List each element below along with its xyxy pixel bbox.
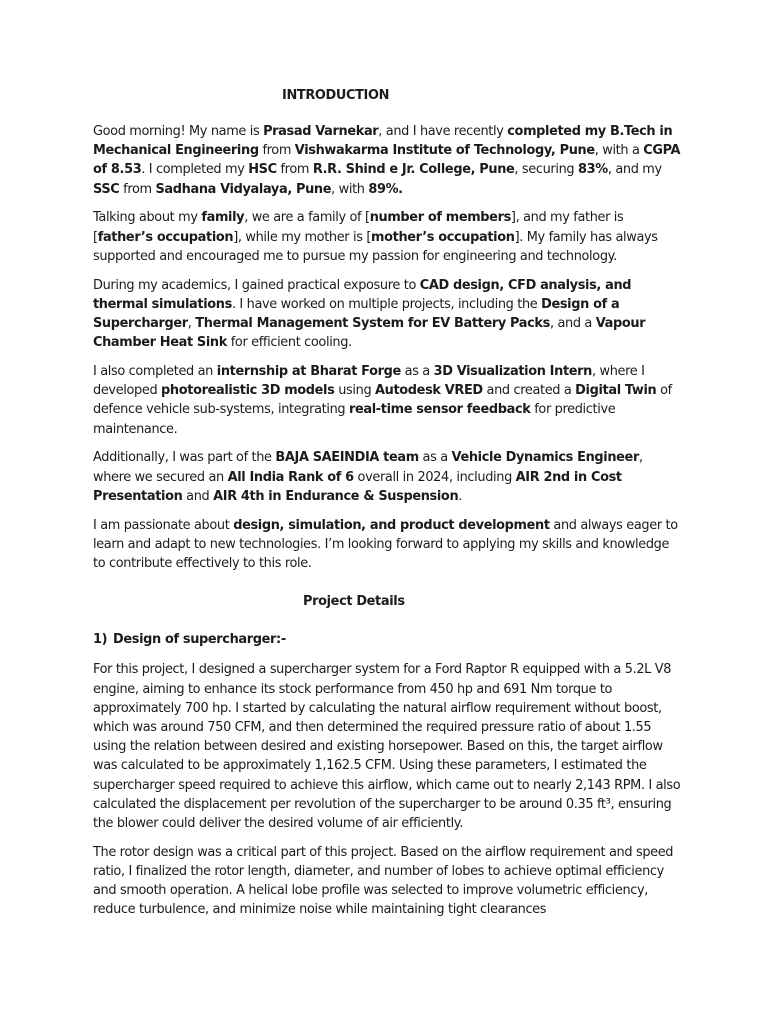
text-run: ]. My family has always supported and encouraged me to pursue my passion for engineering and technology. xyxy=(93,229,658,264)
bold-text-run: number of members xyxy=(369,210,511,226)
bold-text-run: 83% xyxy=(578,162,608,178)
bold-text-run: mother’s occupation xyxy=(371,229,515,245)
text-run: . I completed my xyxy=(141,162,249,178)
bold-text-run: Prasad Varnekar xyxy=(263,124,379,139)
text-run: as a xyxy=(418,450,452,466)
text-run: I also completed an xyxy=(93,364,217,380)
text-run: from xyxy=(276,162,313,178)
bold-text-run: photorealistic 3D models xyxy=(161,383,335,399)
bold-text-run: real-time sensor feedback xyxy=(348,402,531,418)
project-1-title xyxy=(93,630,681,649)
bold-text-run: HSC xyxy=(248,162,277,178)
text-run: , and a xyxy=(549,316,596,332)
intro-paragraph-academics xyxy=(93,276,681,353)
text-run: for predictive maintenance. xyxy=(93,402,616,437)
text-run: Good morning! My name is xyxy=(93,124,264,139)
text-run: overall in 2024, including xyxy=(353,469,516,485)
bold-text-run: 89%. xyxy=(368,181,403,197)
bold-text-run: Thermal Management System for EV Battery Packs xyxy=(195,316,550,332)
document-page xyxy=(93,86,681,929)
text-run: and always eager to learn and adapt to new technologies. I’m looking forward to applying my skills and knowledge to contribute effectively to this role. xyxy=(93,517,678,572)
text-run: and created a xyxy=(482,383,576,399)
bold-text-run: CAD design, CFD analysis, and thermal simulations xyxy=(93,277,632,312)
project-1-number: 1) xyxy=(93,632,108,648)
text-run: , with xyxy=(331,181,369,197)
text-run: , with a xyxy=(594,143,644,159)
bold-text-run: family xyxy=(201,210,245,226)
bold-text-run: All India Rank of 6 xyxy=(227,469,354,485)
bold-text-run: completed my B.Tech in Mechanical Engineering xyxy=(93,124,673,159)
text-run: Talking about my xyxy=(93,210,202,226)
bold-text-run: AIR 4th in Endurance & Suspension xyxy=(213,488,459,504)
introduction-heading: INTRODUCTION xyxy=(282,88,390,103)
text-run: , xyxy=(187,316,196,332)
intro-paragraph-family xyxy=(93,208,681,266)
bold-text-run: R.R. Shind e Jr. College, Pune xyxy=(312,162,515,178)
text-run: The rotor design was a critical part of this project. Based on the airflow requirement and speed ratio, I finalized the rotor length, diameter, and number of lobes to achieve optimal efficiency and smooth operation. A helical lobe profile was selected to improve volumetric efficiency, reduce turbulence, and minimize noise while maintaining tight clearances xyxy=(93,844,674,918)
project-1-paragraph-1 xyxy=(93,660,681,833)
bold-text-run: AIR 2nd in Cost Presentation xyxy=(93,469,622,504)
bold-text-run: Digital Twin xyxy=(575,383,657,399)
bold-text-run: father’s occupation xyxy=(97,229,234,245)
intro-paragraph-1 xyxy=(93,122,681,199)
bold-text-run: BAJA SAEINDIA team xyxy=(275,450,419,466)
text-run: using xyxy=(334,383,376,399)
text-run: from xyxy=(119,181,156,197)
bold-text-run: Design of a Supercharger xyxy=(93,296,620,332)
project-1-title-text: Design of supercharger:- xyxy=(113,632,286,648)
bold-text-run: CGPA of 8.53 xyxy=(93,143,681,178)
bold-text-run: Autodesk VRED xyxy=(375,383,483,399)
text-run: as a xyxy=(400,364,434,380)
text-run: of defence vehicle sub-systems, integrating xyxy=(93,383,672,418)
text-run: . xyxy=(458,488,463,504)
bold-text-run: Sadhana Vidyalaya, Pune xyxy=(155,181,332,197)
text-run: , where we secured an xyxy=(93,450,643,485)
text-run: For this project, I designed a supercharger system for a Ford Raptor R equipped with a 5.2L V8 engine, aiming to enhance its stock performance from 450 hp and 691 Nm torque to approximately 700 hp. I started by calculating the natural airflow requirement without boost, which was around 750 CFM, and then determined the required pressure ratio of about 1.55 using the relation between desired and existing horsepower. Based on this, the target airflow was calculated to be approximately 1,162.5 CFM. Using these parameters, I estimated the supercharger speed required to achieve this airflow, which came out to nearly 2,143 RPM. I also calculated the displacement per revolution of the supercharger to be around 0.35 ft³, ensuring the blower could deliver the desired volume of air efficiently. xyxy=(93,662,681,832)
bold-text-run: 3D Visualization Intern xyxy=(433,364,592,380)
project-1-paragraph-2 xyxy=(93,843,681,920)
bold-text-run: internship at Bharat Forge xyxy=(216,364,401,380)
text-run: . I have worked on multiple projects, including the xyxy=(231,296,542,312)
text-run: During my academics, I gained practical exposure to xyxy=(93,277,420,293)
project-details-heading: Project Details xyxy=(303,594,405,610)
text-run: , we are a family of [ xyxy=(244,210,370,226)
text-run: , and I have recently xyxy=(378,124,508,139)
text-run: from xyxy=(258,143,295,159)
bold-text-run: design, simulation, and product development xyxy=(233,517,550,533)
bold-text-run: SSC xyxy=(93,181,120,197)
bold-text-run: Vishwakarma Institute of Technology, Pune xyxy=(294,143,595,159)
text-run: and xyxy=(182,488,214,504)
text-run: , where I developed xyxy=(93,364,645,399)
intro-paragraph-baja xyxy=(93,448,681,506)
text-run: , and my xyxy=(607,162,662,178)
intro-paragraph-closing xyxy=(93,516,681,574)
text-run: for efficient cooling. xyxy=(226,335,352,351)
intro-paragraph-internship xyxy=(93,362,681,439)
text-run: I am passionate about xyxy=(93,517,234,533)
text-run: ], and my father is [ xyxy=(93,210,624,245)
bold-text-run: Vapour Chamber Heat Sink xyxy=(93,316,646,351)
bold-text-run: Vehicle Dynamics Engineer xyxy=(451,450,639,466)
text-run: , securing xyxy=(514,162,579,178)
text-run: ], while my mother is [ xyxy=(233,229,372,245)
text-run: Additionally, I was part of the xyxy=(93,450,276,466)
